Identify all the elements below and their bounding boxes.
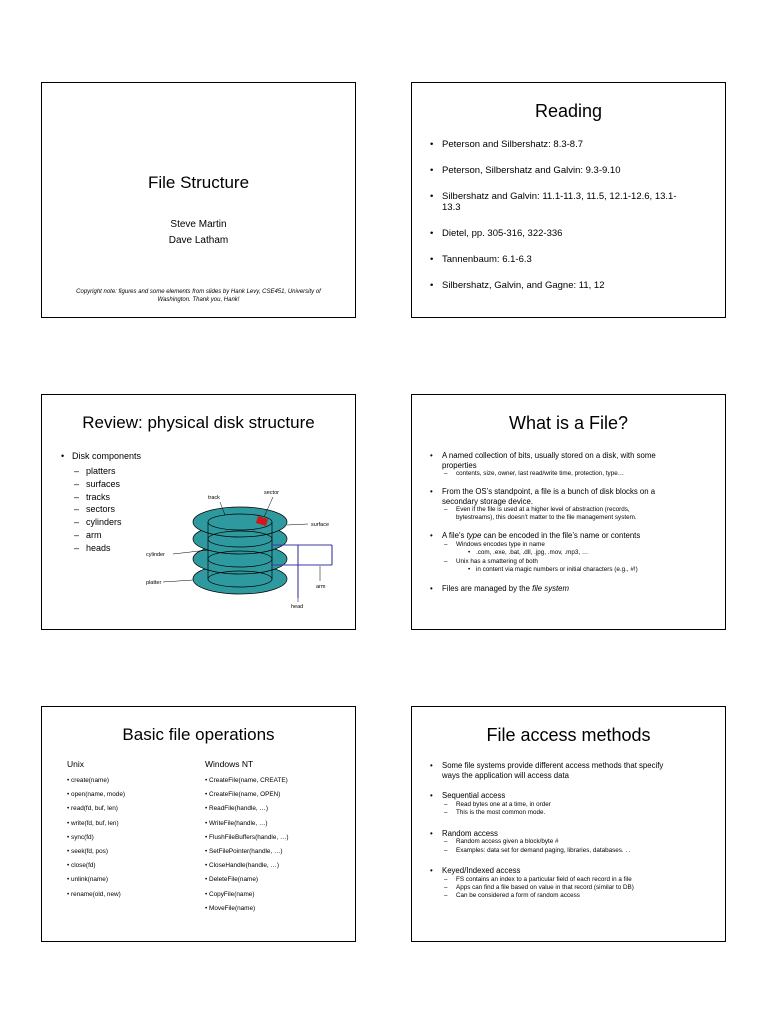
list-item: • CreateFile(name, OPEN)	[205, 791, 281, 799]
slide-title: File access methods	[486, 725, 651, 745]
list-item: – surfaces	[86, 478, 122, 491]
bullet-text: • From the OS’s standpoint, a file is a bunch of disk blocks on a	[442, 487, 656, 497]
list-item: • unlink(name)	[67, 876, 108, 884]
slide-title: Basic file operations	[122, 725, 275, 744]
slide-title: Reading	[534, 101, 603, 121]
diagram-label-cylinder: cylinder	[146, 552, 165, 558]
sub-bullet: – Windows encodes type in name	[456, 541, 724, 549]
list-item: • Silbershatz and Galvin: 11.1-11.3, 11.5, 12.1-12.6, 13.1-	[442, 191, 717, 202]
sub-bullet: – Can be considered a form of random access	[456, 892, 724, 900]
slide-what-is-a-file	[411, 394, 726, 630]
list-item: • create(name)	[67, 777, 110, 784]
list-item: • write(fd, buf, len)	[67, 819, 119, 827]
slide-title: File Structure	[147, 173, 250, 192]
slide-body	[442, 451, 724, 593]
diagram-label-head: head	[291, 604, 304, 610]
bullet-text: secondary storage device.	[442, 496, 534, 506]
list-item: • FlushFileBuffers(handle, …)	[205, 833, 289, 841]
diagram-label-surface: surface	[311, 522, 330, 528]
sub-bullet: – Read bytes one at a time, in order	[456, 801, 724, 809]
bullet	[442, 451, 724, 470]
bullet	[442, 487, 724, 506]
list-item: • sync(fd)	[67, 833, 94, 841]
column-header-unix: Unix	[67, 759, 85, 769]
list-item: – cylinders	[86, 516, 122, 529]
list-item: • Tannenbaum: 6.1-6.3	[442, 254, 717, 265]
sub-bullet: – Unix has a smattering of both	[456, 558, 724, 566]
diagram-label-sector: sector	[264, 490, 279, 496]
platter-stack	[193, 507, 287, 594]
bullet: • Random access	[442, 829, 724, 839]
sub-bullet: – FS contains an index to a particular field of each record in a file	[456, 876, 724, 884]
column-header-nt: Windows NT	[205, 759, 254, 769]
list-item: • DeleteFile(name)	[205, 876, 259, 884]
bullet	[442, 761, 724, 780]
platter	[193, 507, 287, 537]
slide-title: What is a File?	[508, 413, 629, 433]
list-item: – arm	[86, 529, 122, 542]
list-item: • open(name, mode)	[67, 791, 126, 799]
bullet-text: • A named collection of bits, usually stored on a disk, with some	[442, 451, 656, 460]
sub-bullet: – This is the most common mode.	[456, 809, 724, 817]
diagram-label-arm: arm	[316, 584, 326, 590]
bullet: • Files are managed by the file system	[442, 584, 724, 594]
sub-bullet: – Random access given a block/byte #	[456, 838, 724, 846]
slide-physical-disk	[41, 394, 356, 630]
list-item: • CloseHandle(handle, …)	[205, 862, 279, 870]
sub-bullet: – Apps can find a file based on value in that record (similar to DB)	[456, 884, 724, 892]
bullet-text: ways the application will access data	[442, 770, 569, 780]
bullet-text: properties	[442, 460, 477, 470]
list-item: – platters	[86, 465, 122, 478]
bullet-text: • Some file systems provide different access methods that specify	[442, 761, 664, 770]
slide-body	[442, 761, 724, 901]
copyright-note: Washington. Thank you, Hank!	[157, 297, 240, 303]
copyright-note: Copyright note: figures and some elements from slides by Hank Levy, CSE451, University of	[76, 289, 321, 295]
list-item: • SetFilePointer(handle, …)	[205, 848, 283, 856]
slide-file-structure	[41, 82, 356, 318]
slide-file-access-methods	[411, 706, 726, 942]
list-item: • CreateFile(name, CREATE)	[205, 777, 288, 784]
sub-bullet	[456, 506, 724, 522]
list-item: • Dietel, pp. 305-316, 322-336	[442, 228, 717, 239]
sub-bullet-text: bytestreams), this doesn’t matter to the file management system.	[456, 514, 637, 522]
bullet: • A file’s type can be encoded in the file’s name or contents	[442, 531, 724, 541]
list-item: • Peterson and Silbershatz: 8.3-8.7	[442, 139, 717, 150]
reading-list	[442, 139, 717, 291]
slide-reading	[411, 82, 726, 318]
bullet: • Disk components	[61, 451, 142, 461]
list-item: – heads	[86, 542, 122, 555]
list-item: • Peterson, Silbershatz and Galvin: 9.3-9.10	[442, 165, 717, 176]
list-item: • close(fd)	[67, 862, 96, 870]
sub-bullet: – contents, size, owner, last read/write time, protection, type…	[456, 470, 724, 478]
list-item: – tracks	[86, 491, 122, 504]
list-item: • seek(fd, pos)	[67, 848, 108, 856]
list-item-continuation: 13.3	[442, 202, 461, 213]
list-item: • MoveFile(name)	[205, 904, 256, 912]
author-name: Steve Martin	[170, 219, 227, 230]
list-item: • ReadFile(handle, …)	[205, 805, 268, 813]
list-item: • CopyFile(name)	[205, 890, 255, 898]
list-item: • Silbershatz, Galvin, and Gagne: 11, 12	[442, 280, 717, 291]
bullet: • Keyed/Indexed access	[442, 866, 724, 876]
nt-ops-list	[205, 774, 288, 916]
sub-sub-bullet: • in content via magic numbers or initial characters (e.g., #!)	[476, 566, 724, 574]
sub-sub-bullet: • .com, .exe, .bat, .dll, .jpg, .mov, .mp3, …	[476, 549, 724, 557]
emphasis: file system	[532, 583, 569, 593]
diagram-label-platter: platter	[146, 580, 162, 586]
list-item: • WriteFile(handle, …)	[205, 819, 268, 827]
list-item: • rename(old, new)	[67, 890, 121, 898]
unix-ops-list	[67, 774, 125, 902]
emphasis: type	[466, 531, 482, 541]
list-item: – sectors	[86, 503, 122, 516]
diagram-label-track: track	[208, 495, 220, 501]
list-item: • read(fd, buf, len)	[67, 805, 118, 813]
sub-bullet-text: – Even if the file is used at a higher level of abstraction (records,	[456, 506, 630, 514]
bullet-text: Disk components	[72, 451, 142, 461]
slide-title: Review: physical disk structure	[82, 413, 315, 432]
bullet: • Sequential access	[442, 791, 724, 801]
sub-bullet: – Examples: data set for demand paging, libraries, databases. . .	[456, 847, 724, 855]
disk-diagram	[42, 395, 356, 630]
slide-basic-file-operations	[41, 706, 356, 942]
author-name: Dave Latham	[168, 235, 229, 246]
